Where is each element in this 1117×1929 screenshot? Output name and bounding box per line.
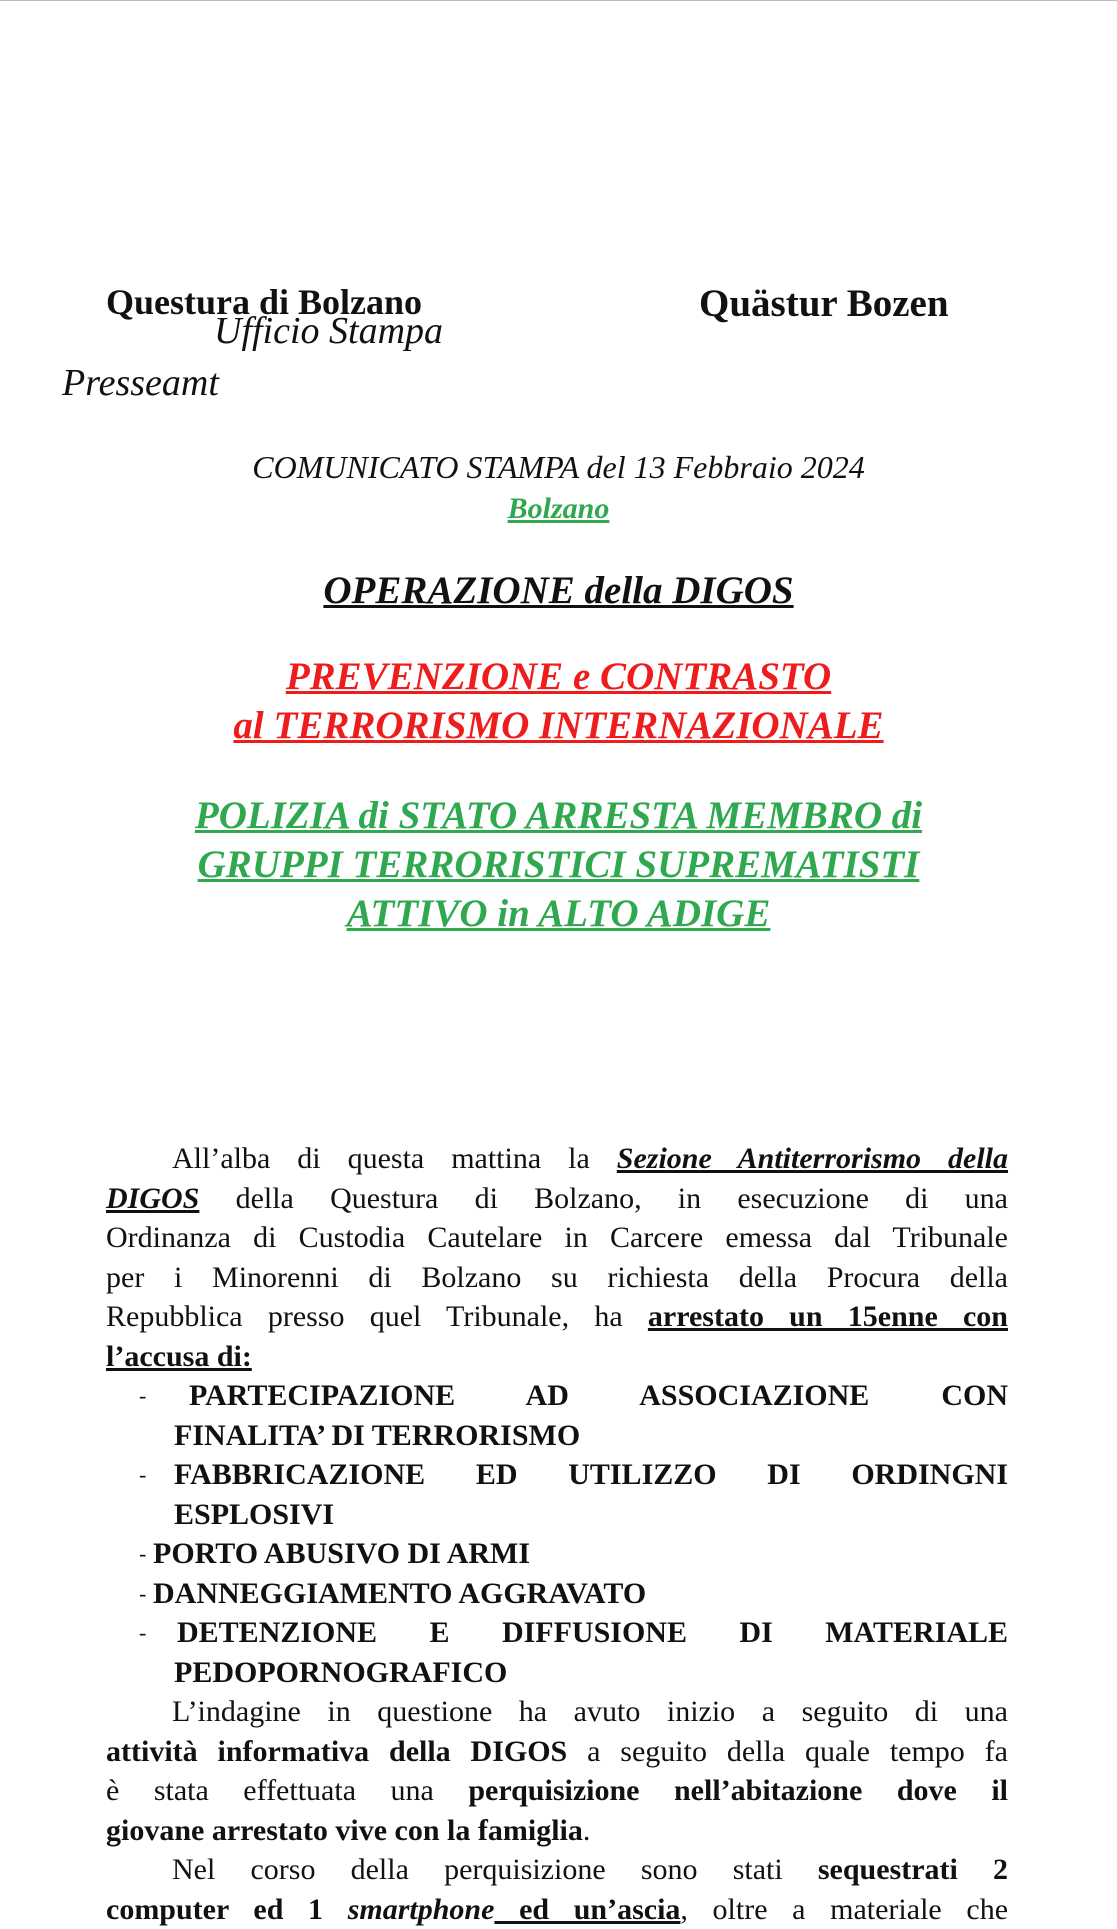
office-german: Presseamt bbox=[62, 362, 219, 404]
operation-title: OPERAZIONE della DIGOS bbox=[323, 569, 794, 612]
charge-item: - FABBRICAZIONE ED UTILIZZO DI ORDINGNI ESPLOSIVI bbox=[139, 1458, 1008, 1531]
release-label: COMUNICATO STAMPA del 13 Febbraio 2024 bbox=[252, 449, 865, 485]
top-border bbox=[0, 0, 1117, 1]
release-place: Bolzano bbox=[507, 492, 610, 525]
headline-red-line-1: PREVENZIONE e CONTRASTO bbox=[285, 655, 832, 698]
charge-item: - DETENZIONE E DIFFUSIONE DI MATERIALE PEDOPORNOGRAFICO bbox=[139, 1616, 1008, 1689]
body-text bbox=[106, 1139, 1008, 1929]
header-right-title: Quästur Bozen bbox=[699, 282, 949, 325]
charges-list bbox=[106, 1376, 1008, 1692]
charge-item: - PARTECIPAZIONE AD ASSOCIAZIONE CON FINALITA’ DI TERRORISMO bbox=[139, 1379, 1008, 1452]
paragraph-1: All’alba di questa mattina la Sezione Antiterrorismo della DIGOS della Questura di Bolzano, in esecuzione di una Ordinanza di Custodia Cautelare in Carcere emessa dal Tribunale per i Minorenni di Bolzano su richiesta della Procura della Repubblica presso quel Tribunale, ha arrestato un 15enne con l’accusa di: bbox=[106, 1142, 1009, 1373]
headline-red-line-2: al TERRORISMO INTERNAZIONALE bbox=[233, 704, 884, 747]
headline-green-line-3: ATTIVO in ALTO ADIGE bbox=[346, 892, 771, 935]
charge-item: - DANNEGGIAMENTO AGGRAVATO bbox=[139, 1576, 647, 1610]
headline-green-line-1: POLIZIA di STATO ARRESTA MEMBRO di bbox=[194, 794, 923, 837]
charge-item: - PORTO ABUSIVO DI ARMI bbox=[139, 1537, 531, 1570]
office-italian: Ufficio Stampa bbox=[214, 310, 444, 352]
paragraph-3: Nel corso della perquisizione sono stati sequestrati 2 computer ed 1 smartphone ed un’ascia, oltre a materiale che bbox=[106, 1853, 1009, 1926]
header-left-title: Questura di Bolzano bbox=[106, 282, 423, 322]
headline-green-line-2: GRUPPI TERRORISTICI SUPREMATISTI bbox=[197, 843, 920, 886]
paragraph-2: L’indagine in questione ha avuto inizio a seguito di una attività informativa della DIGOS a seguito della quale tempo fa è stata effettuata una perquisizione nell’abitazione dove il giovane arrestato vive con la famiglia. bbox=[106, 1695, 1008, 1847]
